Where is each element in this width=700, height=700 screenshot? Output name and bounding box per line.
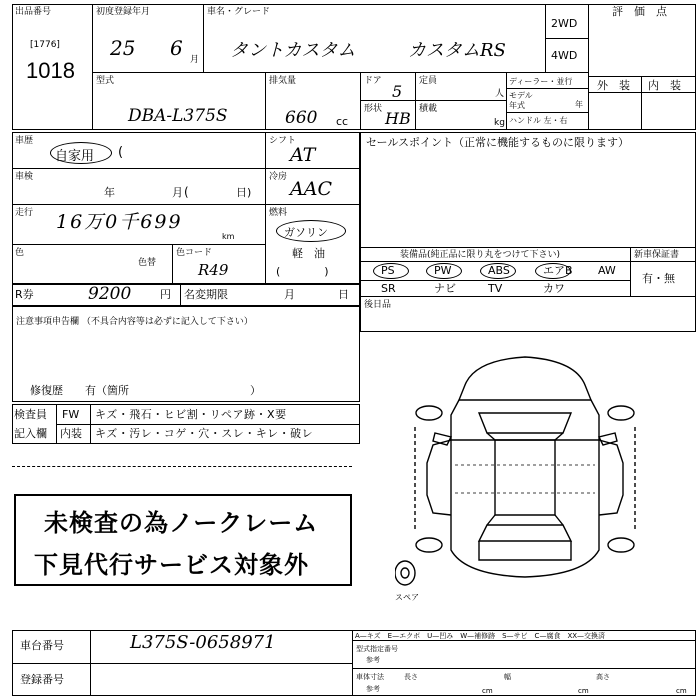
equipment-item: カワ: [543, 282, 565, 295]
inspection-label: 車検: [15, 172, 34, 182]
lot-label: 出品番号: [15, 7, 52, 17]
divider: [352, 668, 696, 669]
car-name: タントカスタム: [230, 40, 356, 61]
width-label: 幅: [504, 673, 511, 681]
divider: [12, 663, 352, 664]
shift-label: シフト: [269, 136, 297, 146]
displacement-label: 排気量: [269, 76, 297, 86]
grade: カスタムRS: [408, 40, 506, 61]
equipment-item: ABS: [488, 264, 510, 277]
ac-value: AAC: [290, 178, 332, 200]
interior-label: 内 装: [648, 79, 681, 92]
divider: [360, 280, 630, 281]
repair-history-label: 修復歴 有（箇所 ）: [30, 384, 261, 397]
exterior-label: 外 装: [597, 79, 630, 92]
height-label: 高さ: [596, 673, 610, 681]
divider: [265, 72, 266, 130]
divider: [588, 4, 589, 130]
damage-legend: A—キズ E—エクボ U—凹み W—補修跡 S—サビ C—腐食 XX—交換済: [355, 632, 606, 640]
registration-month: 6: [170, 36, 183, 60]
divider: [92, 72, 588, 73]
equipment-item: SR: [381, 282, 396, 295]
fuel-label: 燃料: [269, 208, 288, 218]
divider: [12, 204, 360, 205]
mileage-value: 16万0千699: [56, 211, 183, 233]
divider: [360, 296, 696, 297]
inspection-month: 月: [172, 186, 183, 199]
new-warranty-label: 新車保証書: [634, 250, 680, 260]
displacement-value: 660: [285, 108, 318, 128]
model-year-label: モデル年式: [509, 91, 533, 110]
name-change-month: 月: [284, 288, 295, 301]
height-unit: cm: [676, 687, 687, 695]
notice-line-1: 未検査の為ノークレーム: [44, 509, 319, 537]
door-label: ドア: [364, 76, 382, 86]
divider: [56, 424, 360, 425]
load-label: 積載: [419, 104, 438, 114]
width-unit: cm: [578, 687, 589, 695]
door-value: 5: [392, 82, 403, 101]
load-unit: kg: [494, 118, 505, 128]
color-code-label: 色コード: [176, 248, 213, 258]
divider: [92, 4, 93, 130]
divider: [360, 247, 696, 248]
divider: [588, 92, 696, 93]
length-unit: cm: [482, 687, 493, 695]
fuel-paren: ( ): [276, 265, 329, 278]
handle-label: ハンドル 左・右: [509, 116, 568, 125]
divider: [12, 168, 360, 169]
divider: [506, 72, 507, 130]
divider: [180, 284, 181, 306]
divider: [630, 247, 631, 296]
inspection-day: 日): [236, 186, 252, 199]
color-label: 色: [15, 248, 25, 258]
equipment-item: AW: [598, 264, 616, 277]
fw-label: FW: [62, 408, 80, 421]
divider: [415, 72, 416, 130]
header-frame: [12, 4, 696, 130]
ac-label: 冷房: [269, 172, 288, 182]
color-code-value: R49: [198, 261, 229, 279]
body-dimensions-label: 車体寸法: [356, 673, 384, 681]
car-damage-diagram: [395, 345, 655, 615]
notice-line-2: 下見代行サービス対象外: [34, 551, 309, 579]
reference-label-1: 参考: [366, 656, 380, 664]
notes-label: 注意事項申告欄 （不具合内容等は必ずに記入して下さい）: [16, 317, 253, 327]
usage-label: 車歴: [15, 136, 34, 146]
inspector-label-1: 検査員: [14, 408, 47, 421]
score-label: 評 価 点: [612, 5, 667, 18]
displacement-unit: cc: [336, 115, 349, 128]
year-unit: 年: [575, 100, 583, 109]
inspector-label-2: 記入欄: [14, 427, 47, 440]
sales-point-label: セールスポイント（正常に機能するものに限ります）: [366, 136, 630, 149]
lot-small: [1776]: [30, 40, 60, 50]
drive-4wd: 4WD: [551, 49, 578, 62]
recycle-label: R券: [15, 288, 34, 301]
equipment-header: 装備品(純正品に限り丸をつけて下さい): [400, 250, 561, 260]
divider: [265, 132, 266, 284]
model-label: 型式: [96, 76, 115, 86]
reference-label-2: 参考: [366, 685, 380, 693]
model-value: DBA-L375S: [128, 106, 228, 126]
fuel-value: ガソリン: [284, 226, 328, 239]
shape-label: 形状: [364, 104, 383, 114]
dashed-separator: [12, 466, 352, 467]
divider: [506, 88, 588, 89]
mileage-unit: km: [222, 232, 235, 241]
type-designation-label: 型式指定番号: [356, 645, 398, 653]
chassis-label: 車台番号: [20, 639, 64, 652]
usage-value: 自家用: [55, 149, 95, 164]
name-change-label: 名変期限: [184, 288, 228, 301]
registration-number-label: 登録番号: [20, 673, 64, 686]
lot-number: 1018: [26, 58, 75, 83]
divider: [12, 244, 265, 245]
equipment-item: PW: [434, 264, 452, 277]
recycle-value: 9200: [88, 284, 132, 304]
divider: [506, 112, 588, 113]
chassis-value: L375S-0658971: [130, 632, 276, 653]
equipment-item: TV: [488, 282, 503, 295]
capacity-label: 定員: [419, 76, 438, 86]
name-change-day: 日: [338, 288, 349, 301]
drive-2wd: 2WD: [551, 17, 578, 30]
new-warranty-value: 有・無: [642, 272, 675, 285]
mileage-label: 走行: [15, 208, 34, 218]
length-label: 長さ: [404, 673, 418, 681]
month-unit: 月: [190, 55, 200, 65]
shape-value: HB: [385, 109, 411, 128]
equipment-item: エアB: [543, 264, 573, 277]
spare-label: スペア: [395, 593, 419, 602]
divider: [360, 100, 506, 101]
recycle-unit: 円: [160, 288, 171, 301]
sales-equipment-frame: [360, 132, 696, 332]
divider: [203, 4, 204, 72]
interior-check-items: キズ・汚レ・コゲ・穴・スレ・キレ・破レ: [95, 427, 314, 440]
divider: [545, 38, 588, 39]
equipment-item: PS: [381, 264, 395, 277]
registration-label: 初度登録年月: [96, 7, 151, 17]
capacity-unit: 人: [495, 89, 505, 99]
divider: [641, 76, 642, 130]
equipment-item: ナビ: [434, 282, 456, 295]
after-item-label: 後日品: [364, 300, 392, 310]
shift-value: AT: [290, 144, 316, 166]
car-name-label: 車名・グレード: [207, 7, 271, 17]
fw-items: キズ・飛石・ヒビ割・リペア跡・X要: [95, 408, 287, 421]
color-change-label: 色替: [138, 258, 157, 268]
divider: [588, 76, 696, 77]
interior-check-label: 内装: [60, 427, 82, 440]
light-oil-label: 軽 油: [292, 247, 325, 260]
inspection-year: 年: [104, 186, 115, 199]
dealer-label: ディーラー・並行: [509, 77, 573, 86]
divider: [360, 261, 696, 262]
registration-year: 25: [110, 36, 136, 60]
divider: [172, 244, 173, 284]
divider: [360, 72, 361, 130]
